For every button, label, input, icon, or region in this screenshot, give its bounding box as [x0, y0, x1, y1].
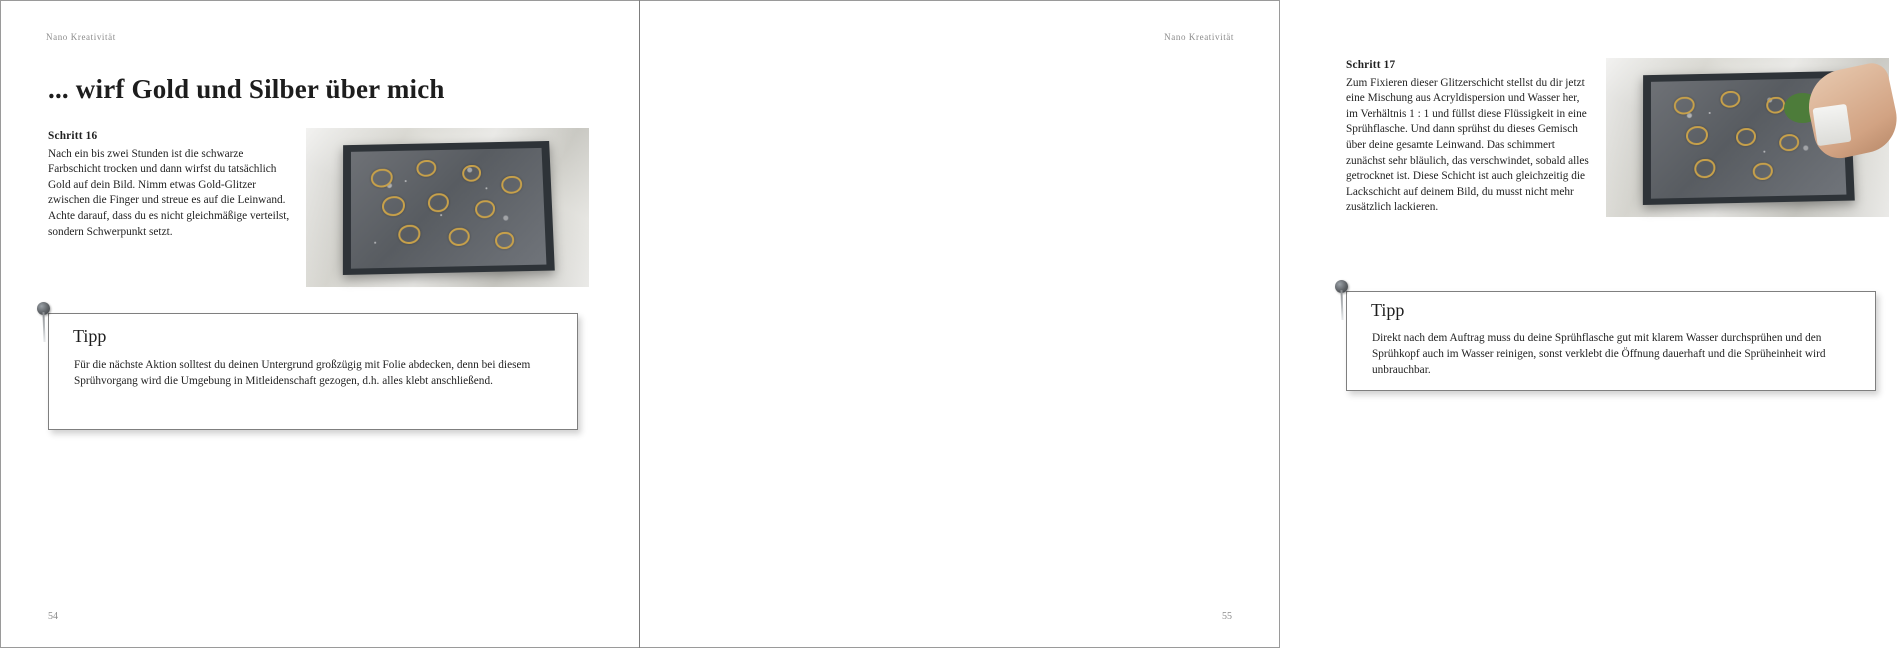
glitter-ring — [1778, 134, 1799, 151]
glitter-ring — [416, 160, 436, 177]
tip-box-left — [48, 313, 578, 430]
glitter-ring — [495, 232, 515, 250]
glitter-ring — [382, 197, 405, 217]
glitter-ring — [1752, 163, 1773, 181]
pushpin-icon — [1335, 280, 1353, 320]
glitter-ring — [428, 193, 449, 212]
glitter-ring — [370, 169, 392, 188]
page-number-right: 55 — [1222, 611, 1232, 622]
glitter-ring — [1686, 127, 1708, 146]
tip-text-right: Direkt nach dem Auftrag muss du deine Sprühflasche gut mit klarem Wasser durchsprühen und den Sprühkopf auch im Wasser reinigen, sonst verklebt die Öffnung dauerhaft und die Sprüheinheit wird unbrauchbar. — [1372, 332, 1826, 376]
pushpin-icon — [37, 302, 55, 342]
glitter-ring — [1694, 159, 1715, 179]
photo-spray-bottle-canvas — [1606, 58, 1889, 217]
step-text-16: Nach ein bis zwei Stunden ist die schwarze Farbschicht trocken und dann wirfst du tatsächlich Gold auf dein Bild. Nimm etwas Gold-Glitzer zwischen die Finger und streue es auf die Leinwand. Achte darauf, dass du es nicht gleichmäßige verteilst, sondern Schwerpunkt setzt. — [48, 147, 290, 238]
spray-bottle — [1813, 104, 1852, 147]
glitter-ring — [1736, 128, 1756, 146]
page-edge-left — [0, 0, 1, 648]
running-head-left: Nano Kreativität — [46, 32, 116, 42]
running-head-right: Nano Kreativität — [1164, 32, 1234, 42]
canvas-frame — [343, 141, 555, 275]
glitter-ring — [398, 225, 420, 245]
canvas-surface — [351, 148, 546, 269]
right-page — [640, 0, 1826, 648]
page-edge-top — [0, 0, 639, 1]
step-block-17 — [1346, 58, 1592, 216]
step-block-16 — [48, 129, 294, 240]
tip-title-right: Tipp — [1371, 300, 1405, 320]
tip-title-left: Tipp — [73, 326, 107, 346]
glitter-ring — [1674, 97, 1695, 115]
glitter-ring — [474, 201, 495, 219]
step-label-17: Schritt 17 — [1346, 59, 1396, 71]
step-text-17: Zum Fixieren dieser Glitzerschicht stellst du dir jetzt eine Mischung aus Acryldispersion und Wasser her, im Verhältnis 1 : 1 und füllst diese Flüssigkeit in eine Sprühflasche. Und dann sprühst du dieses Gemisch über deine gesamte Leinwand. Das schimmert zunächst sehr bläulich, das verschwindet, sobald alles getrocknet ist. Diese Schicht ist auch gleichzeitig die Lackschicht auf deinem Bild, du musst nicht mehr zusätzlich lackieren. — [1346, 76, 1589, 214]
photo-gold-glitter-canvas — [306, 128, 589, 287]
left-page — [0, 0, 640, 648]
page-title: ... wirf Gold und Silber über mich — [48, 74, 445, 105]
glitter-ring — [1720, 91, 1740, 108]
page-edge-right — [1279, 0, 1280, 648]
glitter-ring — [500, 176, 522, 194]
tip-box-right — [1346, 291, 1876, 391]
step-label-16: Schritt 16 — [48, 130, 98, 142]
glitter-ring — [462, 165, 481, 182]
page-edge-top — [640, 0, 1280, 1]
glitter-ring — [1766, 97, 1785, 114]
page-number-left: 54 — [48, 611, 58, 622]
glitter-ring — [448, 228, 470, 247]
tip-text-left: Für die nächste Aktion solltest du deinen Untergrund großzügig mit Folie abdecken, denn bei diesem Sprühvorgang wird die Umgebung in Mitleidenschaft gezogen, d.h. alles klebt anschließend. — [74, 359, 531, 387]
